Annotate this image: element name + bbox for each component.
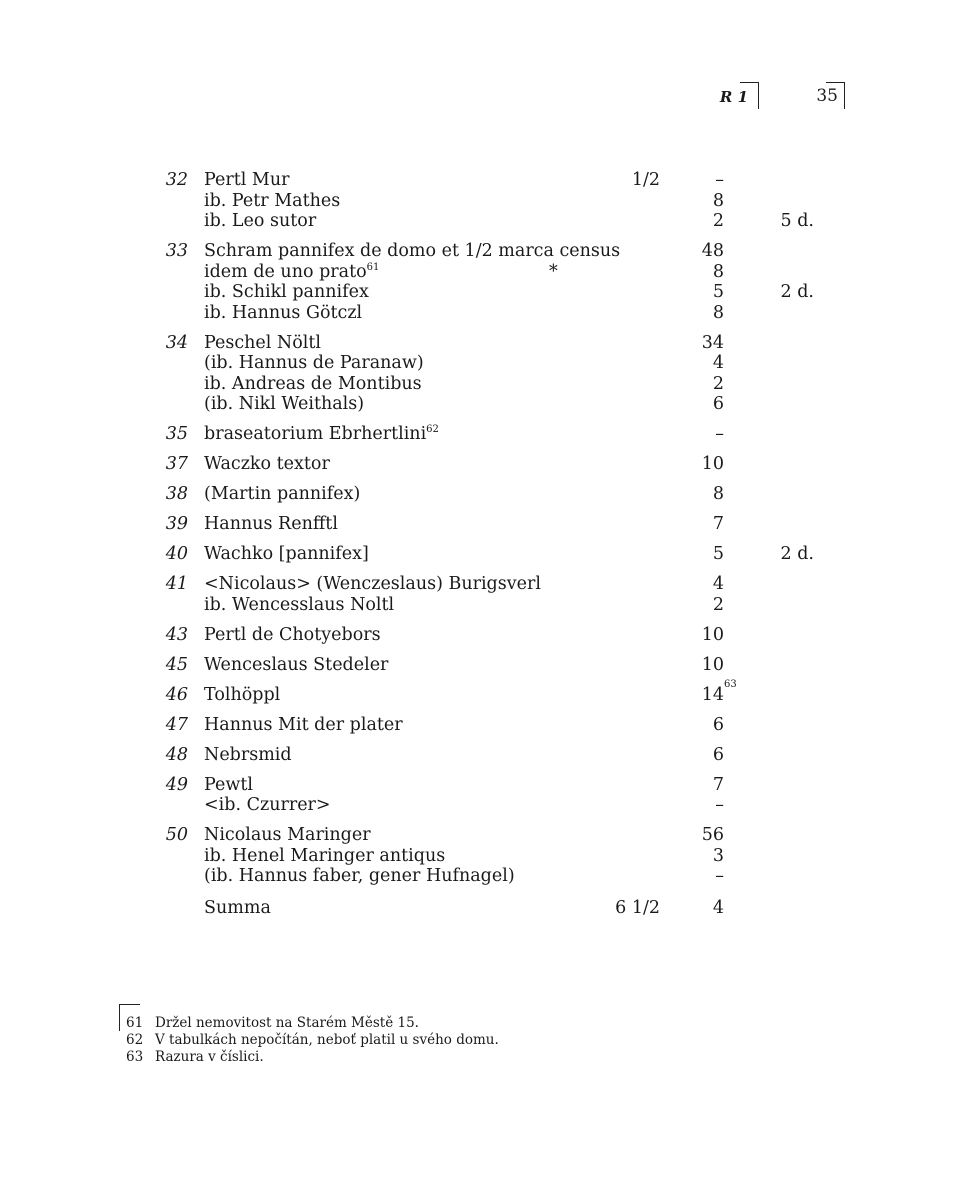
corner-bracket — [826, 82, 845, 109]
value-col-2 — [690, 866, 724, 887]
entry-text — [204, 333, 321, 354]
value-col-2 — [690, 454, 724, 475]
entry-text — [204, 655, 388, 676]
register-entry — [0, 544, 960, 565]
entry-text — [204, 454, 330, 475]
value-col-2-text: – — [715, 170, 724, 190]
page-number: 35 — [816, 86, 838, 106]
entry-text-content: ib. Wencesslaus Noltl — [204, 594, 395, 615]
entry-number: 37 — [165, 454, 188, 474]
value-col-3: 2 d. — [780, 544, 814, 564]
entry-text-content: Schram pannifex de domo et 1/2 marca census — [204, 241, 621, 261]
entry-text-content: (ib. Hannus de Paranaw) — [204, 353, 424, 373]
entry-text — [204, 825, 371, 846]
value-col-2-text: 4 — [712, 574, 724, 594]
register-entry — [0, 333, 960, 415]
value-col-2 — [690, 655, 724, 676]
entry-line — [0, 595, 960, 616]
register-entry — [0, 625, 960, 646]
value-col-2 — [690, 795, 724, 816]
footnote-ref: 62 — [426, 424, 439, 436]
entry-line — [0, 282, 960, 303]
entry-line — [0, 303, 960, 324]
value-col-2-text: 3 — [712, 845, 724, 866]
summa-col-1: 6 1/2 — [615, 897, 660, 918]
entry-text — [204, 424, 439, 445]
entry-text-content: Nicolaus Maringer — [204, 825, 371, 845]
entry-text — [204, 514, 338, 535]
value-col-2 — [690, 374, 724, 395]
entry-text-content: ib. Petr Mathes — [204, 190, 341, 211]
entry-text-content: Pertl Mur — [204, 170, 290, 190]
entry-text — [204, 211, 316, 232]
entry-line — [0, 484, 960, 505]
entry-line — [0, 745, 960, 766]
value-col-2 — [690, 715, 724, 736]
value-col-2-text: 7 — [712, 514, 724, 534]
entry-text-content: ib. Hannus Götczl — [204, 302, 363, 323]
summa-label: Summa — [204, 897, 271, 918]
entry-line — [0, 678, 960, 706]
value-col-2 — [690, 241, 724, 262]
entry-line — [0, 846, 960, 867]
entry-text — [204, 846, 445, 867]
value-col-2 — [690, 595, 724, 616]
entry-text-content: Hannus Mit der plater — [204, 714, 403, 735]
footnote-number: 62 — [126, 1032, 144, 1048]
entry-line — [0, 825, 960, 846]
entry-text — [204, 170, 289, 191]
entry-line — [0, 544, 960, 565]
entry-text — [204, 374, 422, 395]
value-col-2 — [690, 394, 724, 415]
value-col-2-text: 34 — [701, 332, 724, 353]
entry-text — [204, 574, 541, 595]
entry-number: 35 — [165, 424, 188, 444]
entry-line — [0, 394, 960, 415]
entry-line — [0, 353, 960, 374]
register-entry — [0, 484, 960, 505]
value-col-2-text: 6 — [712, 744, 724, 765]
value-col-2-text: 2 — [712, 373, 724, 394]
value-col-2 — [690, 353, 724, 374]
entry-text — [204, 241, 620, 262]
corner-bracket — [740, 82, 759, 109]
entry-text-content: Pertl de Chotyebors — [204, 624, 381, 645]
register-entry — [0, 715, 960, 736]
entry-text — [204, 544, 369, 565]
asterisk-mark: * — [549, 261, 558, 282]
summa-col-2: 4 — [712, 897, 724, 918]
footnote-number: 61 — [126, 1015, 144, 1031]
entry-text-content: <Nicolaus> (Wenczeslaus) Burigsverl — [204, 574, 541, 594]
value-col-2-text: 8 — [712, 302, 724, 323]
value-col-2-text: 56 — [701, 825, 724, 845]
entry-line — [0, 625, 960, 646]
entry-number: 34 — [165, 332, 188, 353]
value-col-2 — [690, 262, 724, 283]
entry-line — [0, 514, 960, 535]
value-col-2-text: 4 — [712, 353, 724, 373]
entry-line — [0, 655, 960, 676]
entry-line — [0, 191, 960, 212]
footnote — [0, 1049, 960, 1066]
value-col-2 — [690, 574, 724, 595]
entry-line — [0, 454, 960, 475]
entry-text-content: idem de uno prato — [204, 261, 367, 282]
value-col-3: 2 d. — [780, 282, 814, 302]
value-col-2 — [690, 775, 724, 796]
entry-number: 48 — [165, 744, 188, 765]
summa-row — [0, 898, 960, 919]
entry-number: 43 — [165, 624, 188, 645]
entry-line — [0, 424, 960, 445]
value-col-2 — [690, 211, 724, 232]
entry-line — [0, 775, 960, 796]
value-col-1: 1/2 — [631, 170, 660, 190]
entry-text — [204, 262, 379, 283]
entry-text — [204, 866, 515, 887]
entry-text-content: Peschel Nöltl — [204, 332, 321, 353]
value-col-2-text: 6 — [712, 714, 724, 735]
register-entry — [0, 424, 960, 445]
entry-text-content: (Martin pannifex) — [204, 484, 361, 504]
entry-text-content: ib. Andreas de Montibus — [204, 373, 422, 394]
register-entry — [0, 241, 960, 323]
entry-text — [204, 745, 292, 766]
entry-text-content: braseatorium Ebrhertlini — [204, 424, 427, 444]
register-table — [0, 170, 960, 918]
value-col-2 — [690, 846, 724, 867]
footnote-ref: 61 — [366, 261, 380, 273]
value-col-2 — [690, 825, 724, 846]
entry-number: 40 — [165, 544, 188, 564]
value-col-2 — [690, 745, 724, 766]
entry-number: 45 — [165, 654, 188, 675]
footnote-number: 63 — [126, 1049, 144, 1065]
entry-line — [0, 574, 960, 595]
entry-text-content: Wenceslaus Stedeler — [204, 654, 389, 675]
value-col-3: 5 d. — [780, 211, 814, 231]
entry-text — [204, 795, 331, 816]
entry-line — [0, 211, 960, 232]
footnote-text: Držel nemovitost na Starém Městě 15. — [155, 1015, 419, 1031]
entry-line — [0, 241, 960, 262]
register-entry — [0, 745, 960, 766]
register-entry — [0, 574, 960, 615]
footnote-text: Razura v číslici. — [155, 1049, 264, 1065]
entry-text — [204, 775, 253, 796]
value-col-2-text: 5 — [712, 282, 724, 302]
value-col-2-text: 48 — [701, 241, 724, 261]
entry-text-content: Waczko textor — [204, 454, 330, 474]
entry-text — [204, 484, 360, 505]
value-col-2 — [690, 625, 724, 646]
footnote-text: V tabulkách nepočítán, neboť platil u svého domu. — [155, 1032, 499, 1048]
register-entry — [0, 454, 960, 475]
entry-number: 33 — [165, 241, 188, 261]
entry-text-content: Nebrsmid — [204, 744, 292, 765]
value-col-2-text: 5 — [712, 544, 724, 564]
value-col-2-text: – — [715, 424, 724, 444]
value-col-2-text: – — [715, 795, 724, 815]
entry-text — [204, 595, 394, 616]
entry-text — [204, 303, 362, 324]
entry-text — [204, 394, 364, 415]
value-col-2 — [690, 282, 724, 303]
entry-text-content: Wachko [pannifex] — [204, 544, 369, 564]
register-entry — [0, 655, 960, 676]
value-col-2-text: 7 — [712, 774, 724, 795]
value-col-2 — [690, 333, 724, 354]
entry-line — [0, 374, 960, 395]
entry-number: 32 — [165, 170, 188, 190]
entry-line — [0, 170, 960, 191]
value-col-2 — [690, 424, 724, 445]
entry-text-content: Tolhöppl — [204, 684, 281, 705]
value-col-2-text: – — [715, 866, 724, 886]
register-entry — [0, 678, 960, 706]
entry-number: 46 — [165, 684, 188, 705]
value-col-2 — [690, 544, 724, 565]
entry-text-content: (ib. Nikl Weithals) — [204, 394, 365, 414]
entry-text — [204, 353, 424, 374]
entry-line — [0, 333, 960, 354]
entry-text — [204, 685, 280, 706]
register-entry — [0, 514, 960, 535]
entry-text — [204, 191, 340, 212]
entry-text-content: (ib. Hannus faber, gener Hufnagel) — [204, 866, 515, 886]
entry-text-content: <ib. Czurrer> — [204, 795, 331, 815]
entry-number: 39 — [165, 514, 188, 534]
entry-number: 38 — [165, 484, 188, 504]
entry-line — [0, 262, 960, 283]
entry-text — [204, 625, 381, 646]
entry-text-content: ib. Henel Maringer antiqus — [204, 845, 446, 866]
value-col-2-text: 10 — [701, 654, 724, 675]
value-col-2-text: 2 — [712, 211, 724, 231]
entry-text-content: Pewtl — [204, 774, 253, 795]
value-col-2 — [690, 191, 724, 212]
value-col-2-text: 10 — [701, 454, 724, 474]
entry-number: 50 — [165, 825, 188, 845]
entry-number: 47 — [165, 714, 188, 735]
entry-line — [0, 795, 960, 816]
value-col-2-text: 10 — [701, 624, 724, 645]
value-col-2-text: 6 — [712, 394, 724, 414]
entry-text-content: Hannus Renfftl — [204, 514, 338, 534]
footnote — [0, 1015, 960, 1032]
entry-line — [0, 866, 960, 887]
footnote — [0, 1032, 960, 1049]
value-col-2-text: 2 — [712, 594, 724, 615]
value-col-2-text: 14 — [701, 684, 724, 705]
entry-text-content: ib. Leo sutor — [204, 211, 317, 231]
value-col-2-text: 8 — [712, 484, 724, 504]
value-col-2 — [690, 514, 724, 535]
value-col-2: 14 63 — [701, 678, 737, 705]
register-entry — [0, 825, 960, 887]
running-head-signature: R 1 — [719, 88, 748, 106]
value-col-2-text: 8 — [712, 190, 724, 211]
value-col-2 — [690, 170, 724, 191]
footnotes — [0, 1015, 960, 1066]
entry-text — [204, 282, 369, 303]
entry-number: 49 — [165, 774, 188, 795]
entry-number: 41 — [165, 574, 188, 594]
register-entry — [0, 170, 960, 232]
entry-line — [0, 715, 960, 736]
entry-text-content: ib. Schikl pannifex — [204, 282, 369, 302]
value-col-2 — [690, 484, 724, 505]
entry-text — [204, 715, 403, 736]
value-col-2 — [690, 303, 724, 324]
register-entry — [0, 775, 960, 816]
value-col-2-text: 8 — [712, 261, 724, 282]
